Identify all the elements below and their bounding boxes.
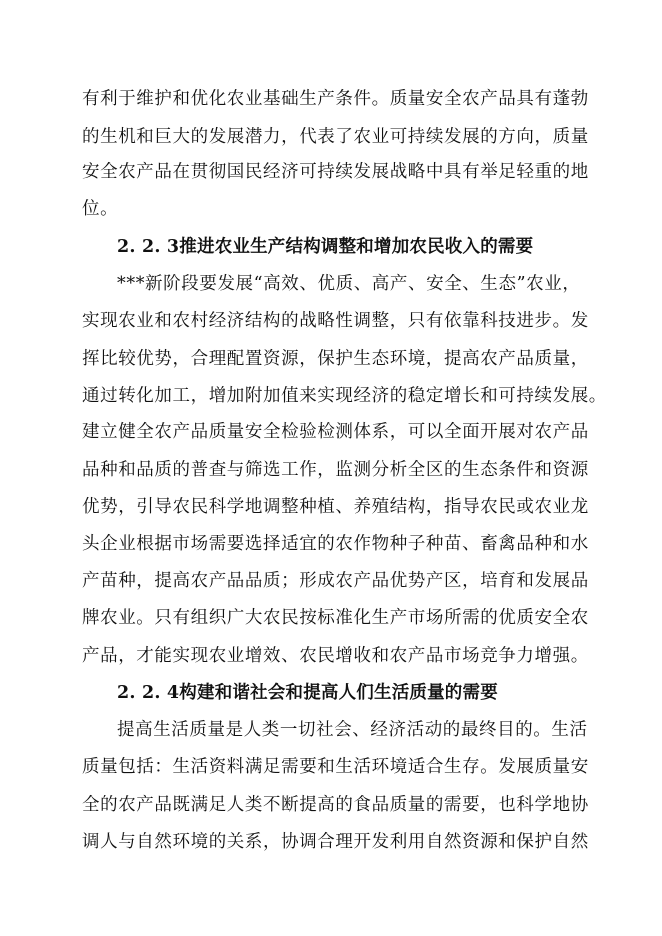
section-heading-2-2-4: 2. 2. 4构建和谐社会和提高人们生活质量的需要 bbox=[117, 683, 498, 703]
paragraph-line: 头企业根据市场需要选择适宜的农作物种子种苗、畜禽品种和水 bbox=[82, 534, 589, 554]
paragraph-line: 全的农产品既满足人类不断提高的食品质量的需要，也科学地协 bbox=[82, 795, 589, 815]
paragraph-line: ***新阶段要发展“高效、优质、高产、安全、生态”农业， bbox=[117, 274, 581, 294]
paragraph-line: 通过转化加工，增加附加值来实现经济的稳定增长和可持续发展。 bbox=[82, 386, 607, 406]
paragraph-line: 实现农业和农村经济结构的战略性调整，只有依靠科技进步。发 bbox=[82, 311, 589, 331]
paragraph-line: 牌农业。只有组织广大农民按标准化生产市场所需的优质安全农 bbox=[82, 608, 589, 628]
paragraph-line: 位。 bbox=[82, 199, 119, 219]
paragraph-line: 有利于维护和优化农业基础生产条件。质量安全农产品具有蓬勃 bbox=[82, 89, 589, 109]
paragraph-line: 产品，才能实现农业增效、农民增收和农产品市场竞争力增强。 bbox=[82, 646, 589, 666]
paragraph-line: 调人与自然环境的关系，协调合理开发利用自然资源和保护自然 bbox=[82, 832, 589, 852]
paragraph-line: 安全农产品在贯彻国民经济可持续发展战略中具有举足轻重的地 bbox=[82, 162, 589, 182]
paragraph-line: 品种和品质的普查与筛选工作，监测分析全区的生态条件和资源 bbox=[82, 460, 589, 480]
paragraph-line: 质量包括：生活资料满足需要和生活环境适合生存。发展质量安 bbox=[82, 757, 589, 777]
paragraph-line: 提高生活质量是人类一切社会、经济活动的最终目的。生活 bbox=[117, 720, 588, 740]
paragraph-line: 挥比较优势，合理配置资源，保护生态环境，提高农产品质量， bbox=[82, 349, 589, 369]
paragraph-line: 的生机和巨大的发展潜力，代表了农业可持续发展的方向，质量 bbox=[82, 127, 589, 147]
paragraph-line: 优势，引导农民科学地调整种植、养殖结构，指导农民或农业龙 bbox=[82, 497, 589, 517]
paragraph-line: 建立健全农产品质量安全检验检测体系，可以全面开展对农产品 bbox=[82, 422, 589, 442]
paragraph-line: 产苗种，提高农产品品质；形成农产品优势产区，培育和发展品 bbox=[82, 571, 589, 591]
section-heading-2-2-3: 2. 2. 3推进农业生产结构调整和增加农民收入的需要 bbox=[117, 237, 534, 257]
